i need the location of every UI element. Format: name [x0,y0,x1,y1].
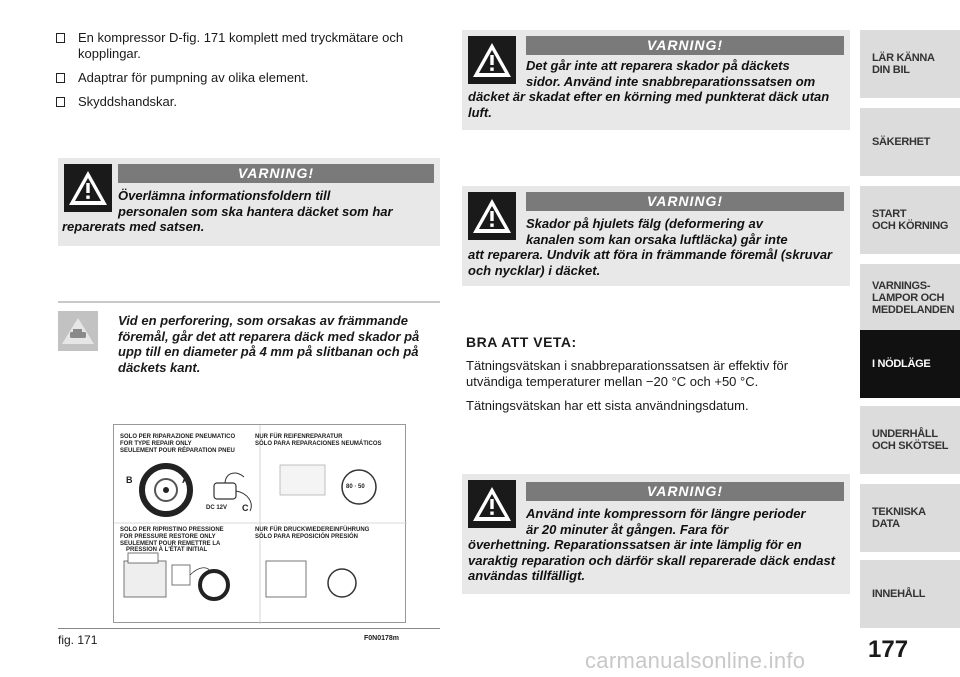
watermark: carmanualsonline.info [585,648,806,673]
checkbox-icon [56,73,65,83]
tab-start[interactable]: START OCH KÖRNING [860,186,960,254]
figure-caption: FOR PRESSURE RESTORE ONLY [120,534,216,540]
warning-title: VARNING! [526,482,844,501]
figure-letter: B [126,475,133,485]
note-text: Vid en perforering, som orsakas av främmande föremål, går det att reparera däck med skador på upp till en diameter på 4 mm på slitbanan och på däckets kant. [118,313,420,375]
bullet-list [52,30,442,118]
figure-letter: A [182,475,189,485]
warning-title: VARNING! [526,192,844,211]
figure-caption: NUR FÜR REIFENREPARATUR [255,434,343,440]
divider [58,301,440,303]
warning-text: sidor. Använd inte snabbreparationssatsen om [526,73,816,89]
tab-underhall[interactable]: UNDERHÅLL OCH SKÖTSEL [860,406,960,474]
warning-box-compressor [462,474,850,594]
figure-caption: SOLO PER RIPRISTINO PRESSIONE [120,527,224,533]
figure-caption: SOLO PER RIPARAZIONE PNEUMATICO [120,434,236,440]
figure-gauge: 80 · 50 [346,484,365,490]
tab-i-nodlage[interactable]: I NÖDLÄGE [860,330,960,398]
tab-varningslampor[interactable]: VARNINGS- LAMPOR OCH MEDDELANDEN [860,264,960,332]
tab-sakerhet[interactable]: SÄKERHET [860,108,960,176]
warning-text: däcket är skadat efter en körning med punkterat däck utan luft. [468,89,830,120]
figure-caption: SÓLO PARA REPOSICIÓN PRESIÓN [255,534,359,540]
warning-text: personalen som ska hantera däcket som har [118,203,393,219]
tab-innehall[interactable]: INNEHÅLL [860,560,960,628]
warning-box-info-folder [58,158,440,246]
note-car-icon [58,311,98,351]
figure-code: F0N0178m [364,635,400,642]
good-to-know [466,334,846,422]
checkbox-icon [56,33,65,43]
list-item: Skyddshandskar. [52,94,442,110]
paragraph: Tätningsvätskan i snabbreparationssatsen är effektiv för utvändiga temperaturer mellan −20 °C och +50 °C. [466,358,789,389]
checkbox-icon [56,97,65,107]
figure-volt: DC 12V [206,505,228,511]
figure-compressor-label [113,424,406,623]
warning-text: reparerats med satsen. [62,219,205,234]
warning-box-rim [462,186,850,286]
figure-caption: SÓLO PARA REPARACIONES NEUMÁTICOS [255,441,382,447]
figure-label: fig. 171 [58,633,98,647]
warning-text: Överlämna informationsfoldern till [118,188,331,203]
figure-letter: C [242,503,249,513]
warning-text: kanalen som kan orsaka luftläcka) går inte [526,231,788,247]
tab-lar-kanna[interactable]: LÄR KÄNNA DIN BIL [860,30,960,98]
paragraph: Tätningsvätskan har ett sista användningsdatum. [466,398,749,413]
list-item: En kompressor D-fig. 171 komplett med tryckmätare och kopplingar. [52,30,442,62]
warning-box-sidewall [462,30,850,130]
warning-text: att reparera. Undvik att föra in främmande föremål (skruvar och nycklar) i däcket. [468,247,833,278]
page-number: 177 [868,636,909,663]
warning-text: är 20 minuter åt gången. Fara för [526,521,729,537]
warning-text: överhettning. Reparationssatsen är inte lämplig för en varaktig reparation och därför skall reparerade däck endast användas tillfälligt. [468,537,836,583]
figure-caption: PRESSION À L'ÉTAT INITIAL [126,547,208,553]
warning-text: Skador på hjulets fälg (deformering av [526,216,763,231]
figure-caption: SEULEMENT POUR RÉPARATION PNEU [120,448,235,454]
figure-caption: FOR TYPE REPAIR ONLY [120,441,192,447]
list-item: Adaptrar för pumpning av olika element. [52,70,442,86]
warning-title: VARNING! [118,164,434,183]
tab-tekniska-data[interactable]: TEKNISKA DATA [860,484,960,552]
warning-title: VARNING! [526,36,844,55]
figure-caption: SEULEMENT POUR REMETTRE LA [120,541,221,547]
warning-text: Använd inte kompressorn för längre perioder [526,506,806,521]
warning-text: Det går inte att reparera skador på däckets [526,58,790,73]
section-heading: BRA ATT VETA: [466,334,577,350]
divider [58,628,440,629]
figure-caption: NUR FÜR DRUCKWIEDEREINFÜHRUNG [255,527,370,533]
